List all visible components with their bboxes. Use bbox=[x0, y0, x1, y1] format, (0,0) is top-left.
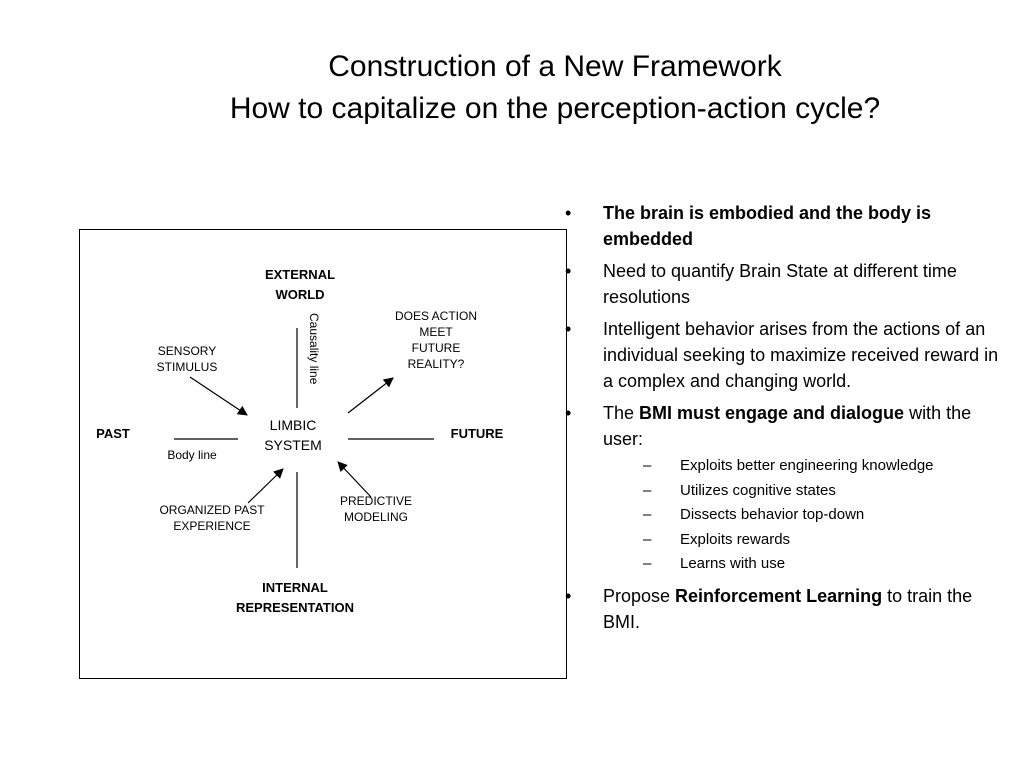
dash-marker: – bbox=[643, 457, 652, 474]
sub-bullet-text: Exploits better engineering knowledge bbox=[680, 457, 934, 474]
bullet-text-post: to train the BMI. bbox=[603, 585, 973, 632]
sub-bullet-text: Learns with use bbox=[680, 555, 786, 572]
sub-bullet-text: Dissects behavior top-down bbox=[680, 506, 865, 523]
bullet-marker: • bbox=[565, 403, 572, 423]
past-label: PAST bbox=[96, 426, 130, 441]
sub-bullet-item bbox=[603, 528, 1005, 553]
title-line-1: Construction of a New Framework bbox=[328, 50, 782, 83]
body-line-label: Body line bbox=[167, 448, 217, 462]
dash-marker: – bbox=[643, 555, 652, 572]
sub-bullet-list bbox=[603, 454, 1005, 577]
organized-past-experience-label: ORGANIZED PAST EXPERIENCE bbox=[159, 503, 265, 533]
bullet-marker: • bbox=[565, 585, 572, 606]
bullet-text-pre: Propose bbox=[603, 585, 676, 606]
bullet-text-pre: The bbox=[603, 403, 640, 423]
predictive-arrow bbox=[338, 462, 371, 497]
bullet-marker: • bbox=[565, 261, 572, 281]
sub-bullet-text: Exploits rewards bbox=[680, 530, 791, 548]
dash-marker: – bbox=[643, 530, 652, 548]
bullet-item bbox=[565, 400, 1005, 577]
bullet-item bbox=[565, 316, 1005, 394]
sensory-stimulus-label: SENSORY STIMULUS bbox=[156, 344, 218, 374]
causality-line-label: Causality line bbox=[307, 313, 321, 385]
sub-bullet-item bbox=[603, 479, 1005, 504]
action-arrow bbox=[348, 378, 393, 413]
bullet-item bbox=[565, 258, 1005, 310]
experience-arrow bbox=[248, 469, 283, 503]
perception-action-diagram bbox=[79, 229, 567, 679]
dash-marker: – bbox=[643, 481, 652, 499]
sensory-arrow bbox=[190, 377, 247, 415]
slide-title bbox=[80, 46, 1024, 130]
bullet-text-bold: BMI must engage and dialogue bbox=[639, 403, 905, 423]
bullet-text-bold: Reinforcement Learning bbox=[675, 585, 883, 606]
bullet-item bbox=[565, 200, 1005, 252]
bullet-item bbox=[565, 583, 1005, 635]
future-label: FUTURE bbox=[450, 426, 504, 441]
predictive-modeling-label: PREDICTIVE MODELING bbox=[339, 494, 412, 524]
dash-marker: – bbox=[643, 506, 652, 523]
bullet-list bbox=[565, 200, 1005, 641]
sub-bullet-text: Utilizes cognitive states bbox=[680, 481, 836, 499]
sub-bullet-item bbox=[603, 454, 1005, 479]
limbic-system-label: LIMBIC SYSTEM bbox=[264, 417, 322, 453]
bullet-text: The brain is embodied and the body is embedded bbox=[603, 203, 932, 249]
bullet-text-post: with the user: bbox=[603, 403, 972, 449]
bullet-text: Intelligent behavior arises from the actions of an individual seeking to maximize received reward in a complex and changing world. bbox=[603, 319, 999, 391]
bullet-marker: • bbox=[565, 203, 572, 223]
title-line-2: How to capitalize on the perception-action cycle? bbox=[229, 92, 881, 125]
sub-bullet-item bbox=[603, 552, 1005, 577]
sub-bullet-item bbox=[603, 503, 1005, 528]
does-action-label: DOES ACTION MEET FUTURE REALITY? bbox=[394, 309, 477, 371]
bullet-text: Need to quantify Brain State at different time resolutions bbox=[603, 261, 957, 307]
bullet-marker: • bbox=[565, 319, 572, 339]
external-world-label: EXTERNAL WORLD bbox=[264, 267, 336, 302]
internal-representation-label: INTERNAL REPRESENTATION bbox=[236, 580, 354, 615]
